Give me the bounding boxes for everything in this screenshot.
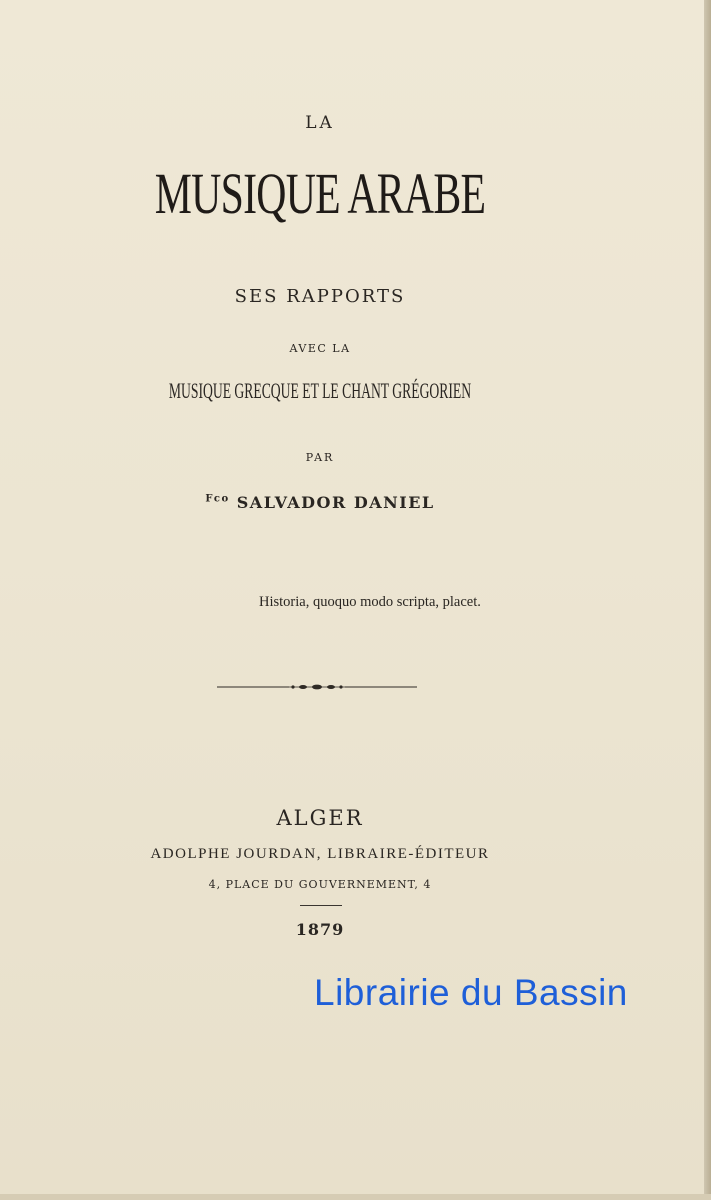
by-label: PAR [305, 451, 335, 464]
subtitle-second: MUSIQUE GRECQUE ET LE CHANT GRÉGORIEN [168, 378, 472, 403]
subtitle-first: SES RAPPORTS [234, 286, 406, 307]
imprint-year: 1879 [295, 920, 345, 939]
page-bottom-edge [0, 1194, 711, 1200]
imprint-address: 4, PLACE DU GOUVERNEMENT, 4 [208, 878, 432, 891]
author-name: SALVADOR DANIEL [236, 493, 435, 512]
imprint-publisher: ADOLPHE JOURDAN, LIBRAIRE-ÉDITEUR [150, 846, 490, 862]
page-edge [704, 0, 711, 1200]
divider [300, 905, 342, 906]
epigraph: Historia, quoquo modo scripta, placet. [259, 594, 481, 610]
imprint-city: ALGER [276, 806, 364, 830]
ornamental-rule-icon [217, 680, 417, 694]
subtitle-connector: AVEC LA [289, 342, 351, 355]
main-title: MUSIQUE ARABE [154, 161, 486, 226]
author [0, 493, 640, 512]
pre-title: LA [305, 113, 335, 133]
author-prefix: Fco [205, 493, 230, 505]
seller-watermark: Librairie du Bassin [314, 972, 628, 1013]
